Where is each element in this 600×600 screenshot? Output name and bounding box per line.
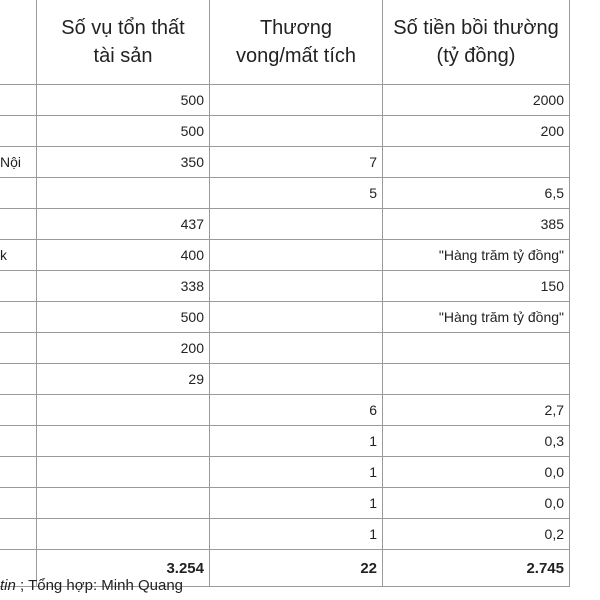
- table-row: [0, 209, 570, 240]
- table-row: [0, 302, 570, 333]
- table-row: [0, 488, 570, 519]
- row-compensation-cell: 385: [383, 209, 570, 240]
- row-property-cell: [37, 457, 210, 488]
- row-compensation-cell: 0,2: [383, 519, 570, 550]
- row-compensation-cell: 6,5: [383, 178, 570, 209]
- row-compensation-cell: [383, 333, 570, 364]
- row-property-cell: [37, 488, 210, 519]
- row-compensation-cell: 2000: [383, 85, 570, 116]
- row-property-cell: 338: [37, 271, 210, 302]
- row-casualties-cell: [210, 209, 383, 240]
- row-property-cell: [37, 426, 210, 457]
- table-row: [0, 457, 570, 488]
- row-property-cell: 29: [37, 364, 210, 395]
- header-compensation-line1: Số tiền bồi thường: [393, 17, 559, 39]
- header-casualties: [210, 0, 383, 85]
- row-casualties-cell: 1: [210, 457, 383, 488]
- table-row: [0, 395, 570, 426]
- row-name-cell: [0, 333, 37, 364]
- row-casualties-cell: [210, 240, 383, 271]
- row-casualties-cell: 1: [210, 488, 383, 519]
- row-casualties-cell: 1: [210, 519, 383, 550]
- row-name-cell: Nội: [0, 147, 37, 178]
- row-name-cell: [0, 457, 37, 488]
- footer-compiled-by: ; Tổng hợp: Minh Quang: [15, 577, 184, 594]
- row-casualties-cell: [210, 364, 383, 395]
- header-compensation-line2: (tỷ đồng): [436, 45, 516, 67]
- row-name-cell: [0, 271, 37, 302]
- header-name-col: [0, 0, 37, 85]
- row-property-cell: 350: [37, 147, 210, 178]
- row-property-cell: 437: [37, 209, 210, 240]
- row-name-cell: [0, 178, 37, 209]
- row-name-cell: [0, 302, 37, 333]
- row-name-cell: [0, 488, 37, 519]
- row-property-cell: [37, 395, 210, 426]
- row-property-cell: 200: [37, 333, 210, 364]
- total-casualties-cell: 22: [210, 550, 383, 587]
- row-casualties-cell: 6: [210, 395, 383, 426]
- header-compensation: [383, 0, 570, 85]
- row-name-cell: [0, 395, 37, 426]
- row-compensation-cell: [383, 364, 570, 395]
- row-compensation-cell: "Hàng trăm tỷ đồng": [383, 302, 570, 333]
- header-casualties-line2: vong/mất tích: [235, 45, 357, 67]
- row-compensation-cell: 150: [383, 271, 570, 302]
- row-casualties-cell: [210, 333, 383, 364]
- row-property-cell: 500: [37, 302, 210, 333]
- row-property-cell: 400: [37, 240, 210, 271]
- row-casualties-cell: [210, 116, 383, 147]
- row-casualties-cell: [210, 85, 383, 116]
- source-footer: [0, 577, 183, 594]
- table-row: [0, 147, 570, 178]
- row-property-cell: 500: [37, 116, 210, 147]
- header-property-damage: [37, 0, 210, 85]
- header-casualties-line1: Thương: [259, 17, 333, 39]
- row-compensation-cell: 2,7: [383, 395, 570, 426]
- row-compensation-cell: 0,0: [383, 488, 570, 519]
- row-name-cell: [0, 364, 37, 395]
- row-casualties-cell: 5: [210, 178, 383, 209]
- row-property-cell: [37, 519, 210, 550]
- row-name-cell: [0, 85, 37, 116]
- row-name-cell: [0, 116, 37, 147]
- table-body: [0, 85, 570, 550]
- row-compensation-cell: [383, 147, 570, 178]
- row-compensation-cell: "Hàng trăm tỷ đồng": [383, 240, 570, 271]
- table-row: [0, 178, 570, 209]
- table-row: [0, 333, 570, 364]
- row-compensation-cell: 0,0: [383, 457, 570, 488]
- row-name-cell: [0, 426, 37, 457]
- row-property-cell: [37, 178, 210, 209]
- row-casualties-cell: 1: [210, 426, 383, 457]
- table-row: [0, 116, 570, 147]
- row-compensation-cell: 200: [383, 116, 570, 147]
- row-compensation-cell: 0,3: [383, 426, 570, 457]
- row-property-cell: 500: [37, 85, 210, 116]
- total-property-cell: 3.254: [37, 550, 210, 587]
- table-row: [0, 519, 570, 550]
- table-row: [0, 364, 570, 395]
- footer-source-italic: tin: [0, 577, 16, 594]
- total-compensation-cell: 2.745: [383, 550, 570, 587]
- header-property-line2: tài sản: [93, 45, 153, 67]
- row-casualties-cell: 7: [210, 147, 383, 178]
- table-row: [0, 85, 570, 116]
- header-property-line1: Số vụ tổn thất: [61, 17, 185, 39]
- row-casualties-cell: [210, 302, 383, 333]
- row-name-cell: [0, 209, 37, 240]
- table-row: [0, 240, 570, 271]
- table-header-row: [0, 0, 570, 85]
- table-row: [0, 271, 570, 302]
- table-row: [0, 426, 570, 457]
- row-name-cell: k: [0, 240, 37, 271]
- row-casualties-cell: [210, 271, 383, 302]
- row-name-cell: [0, 519, 37, 550]
